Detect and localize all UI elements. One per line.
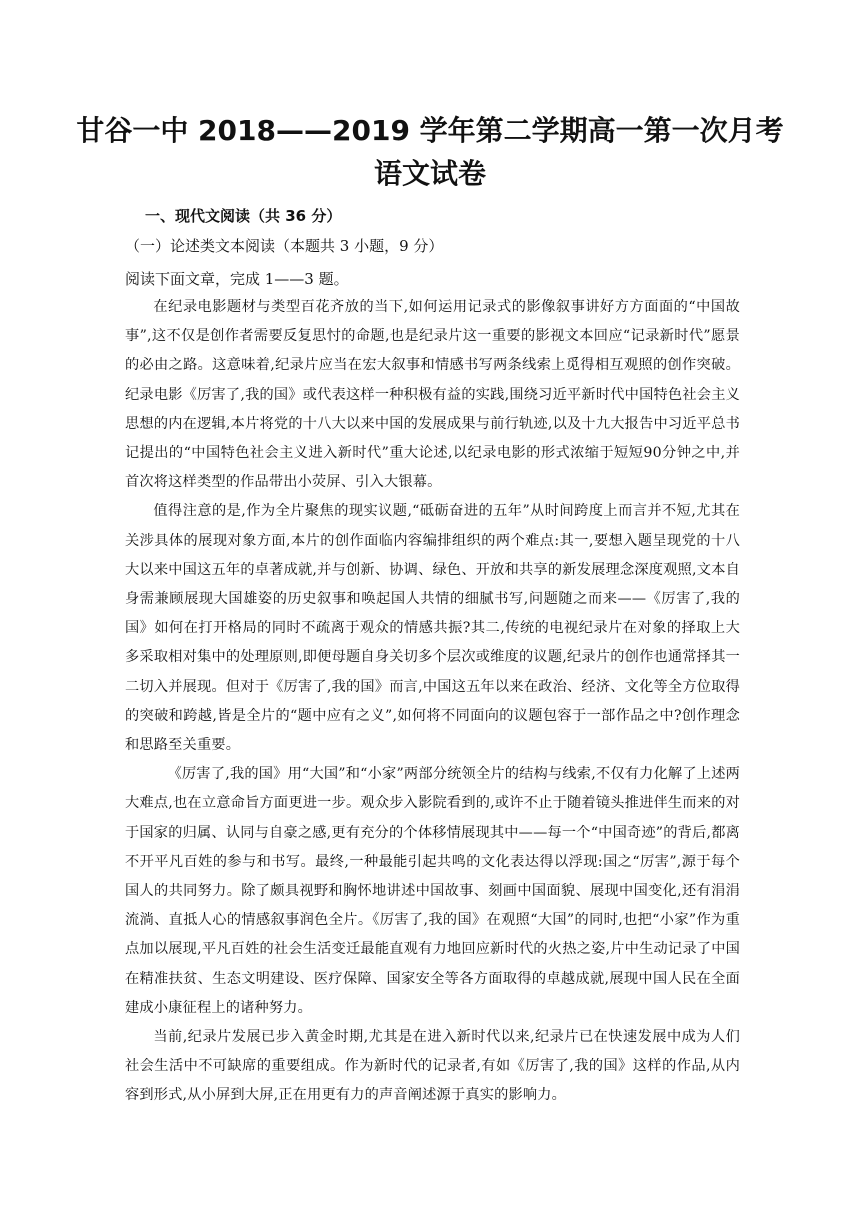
- subsection-heading: （一）论述类文本阅读（本题共 3 小题，9 分）: [125, 237, 444, 255]
- passage-paragraph-4: 当前,纪录片发展已步入黄金时期,尤其是在进入新时代以来,纪录片已在快速发展中成为人们社会生活中不可缺席的重要组成。作为新时代的记录者,有如《厉害了,我的国》这样的作品,从内容到形式,从小屏到大屏,正在用更有力的声音阐述源于真实的影响力。: [125, 1029, 740, 1104]
- exam-subtitle: 语文试卷: [373, 157, 486, 190]
- section-heading: 一、现代文阅读（共 36 分）: [145, 207, 342, 225]
- passage-paragraph-2: 值得注意的是,作为全片聚焦的现实议题,“砥砺奋进的五年”从时间跨度上而言并不短,尤其在关涉具体的展现对象方面,本片的创作面临内容编排组织的两个难点:其一,要想入题呈现党的十八大以来中国这五年的卓著成就,并与创新、协调、绿色、开放和共享的新发展理念深度观照,文本自身需兼顾展现大国雄姿的历史叙事和唤起国人共情的细腻书写,问题随之而来——《厉害了,我的国》如何在打开格局的同时不疏离于观众的情感共振?其二,传统的电视纪录片在对象的择取上大多采取相对集中的处理原则,即便母题自身关切多个层次或维度的议题,纪录片的创作也通常择其一二切入并展现。但对于《厉害了,我的国》而言,中国这五年以来在政治、经济、文化等全方位取得的突破和跨越,皆是全片的“题中应有之义”,如何将不同面向的议题包容于一部作品之中?创作理念和思路至关重要。: [125, 503, 740, 754]
- passage-paragraph-1: 在纪录电影题材与类型百花齐放的当下,如何运用记录式的影像叙事讲好方方面面的“中国故事”,这不仅是创作者需要反复思忖的命题,也是纪录片这一重要的影视文本回应“记录新时代”愿景的必由之路。这意味着,纪录片应当在宏大叙事和情感书写两条线索上觅得相互观照的创作突破。纪录电影《厉害了,我的国》或代表这样一种积极有益的实践,围绕习近平新时代中国特色社会主义思想的内在逻辑,本片将党的十八大以来中国的发展成果与前行轨迹,以及十九大报告中习近平总书记提出的“中国特色社会主义进入新时代”重大论述,以纪录电影的形式浓缩于短短90分钟之中,并首次将这样类型的作品带出小荧屏、引入大银幕。: [125, 299, 740, 491]
- passage-paragraph-3: 《厉害了,我的国》用“大国”和“小家”两部分统领全片的结构与线索,不仅有力化解了上述两大难点,也在立意命旨方面更进一步。观众步入影院看到的,或许不止于随着镜头推进伴生而来的对于国家的归属、认同与自豪之感,更有充分的个体移情展现其中——每一个“中国奇迹”的背后,都离不开平凡百姓的参与和书写。最终,一种最能引起共鸣的文化表达得以浮现:国之“厉害”,源于每个国人的共同努力。除了颇具视野和胸怀地讲述中国故事、刻画中国面貌、展现中国变化,还有涓涓流淌、直抵人心的情感叙事润色全片。《厉害了,我的国》在观照“大国”的同时,也把“小家”作为重点加以展现,平凡百姓的社会生活变迁最能直观有力地回应新时代的火热之姿,片中生动记录了中国在精准扶贫、生态文明建设、医疗保障、国家安全等各方面取得的卓越成就,展现中国人民在全面建成小康征程上的诸种努力。: [125, 766, 740, 1016]
- reading-instruction: 阅读下面文章，完成 1——3 题。: [125, 270, 349, 288]
- exam-title: 甘谷一中 2018——2019 学年第二学期高一第一次月考: [76, 114, 784, 147]
- reading-passage: [125, 293, 740, 1111]
